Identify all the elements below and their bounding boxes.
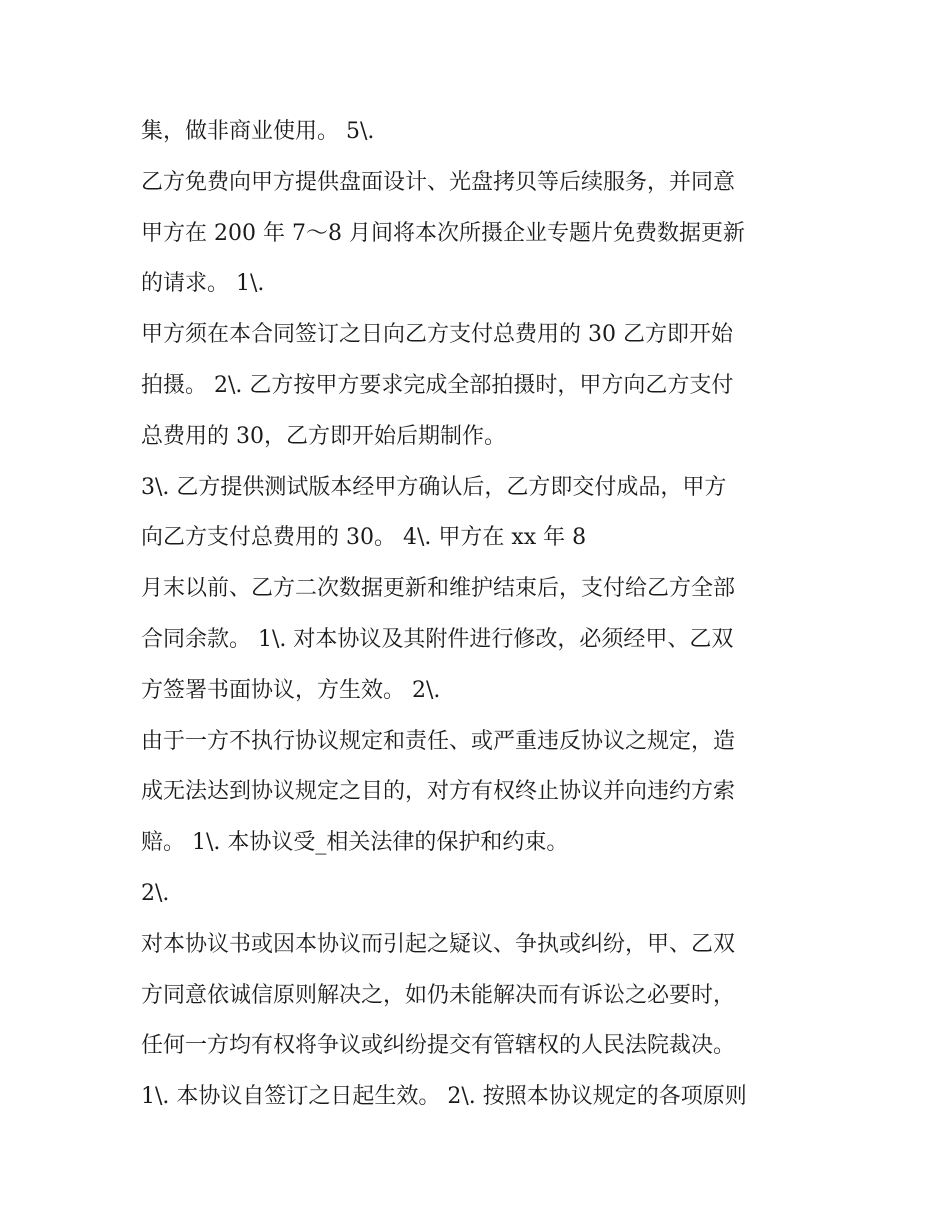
text-line-7: 总费用的 30，乙方即开始后期制作。: [141, 423, 506, 449]
text-line-3: 甲方在 200 年 7～8 月间将本次所摄企业专题片免费数据更新: [141, 220, 745, 246]
text-line-16: 2\.: [141, 880, 170, 906]
document-body: [141, 107, 841, 1123]
text-line-14: 成无法达到协议规定之目的，对方有权终止协议并向违约方索: [141, 779, 736, 805]
text-line-4: 的请求。 1\.: [141, 271, 265, 297]
text-line-13: 由于一方不执行协议规定和责任、或严重违反协议之规定，造: [141, 728, 736, 754]
text-line-5: 甲方须在本合同签订之日向乙方支付总费用的 30 乙方即开始: [141, 322, 733, 348]
text-line-6: 拍摄。 2\. 乙方按甲方要求完成全部拍摄时，甲方向乙方支付: [141, 372, 734, 398]
text-line-20: 1\. 本协议自签订之日起生效。 2\. 按照本协议规定的各项原则: [141, 1084, 747, 1110]
text-line-12: 方签署书面协议，方生效。 2\.: [141, 677, 441, 703]
text-line-8: 3\. 乙方提供测试版本经甲方确认后，乙方即交付成品，甲方: [141, 474, 727, 500]
text-line-15: 赔。 1\. 本协议受_相关法律的保护和约束。: [141, 830, 569, 856]
text-line-9: 向乙方支付总费用的 30。 4\. 甲方在 xx 年 8: [141, 525, 587, 551]
text-line-17: 对本协议书或因本协议而引起之疑议、争执或纠纷，甲、乙双: [141, 931, 736, 957]
text-line-2: 乙方免费向甲方提供盘面设计、光盘拷贝等后续服务，并同意: [141, 169, 736, 195]
text-line-19: 任何一方均有权将争议或纠纷提交有管辖权的人民法院裁决。: [141, 1033, 736, 1059]
text-line-1: 集，做非商业使用。 5\.: [141, 119, 375, 144]
text-line-18: 方同意依诚信原则解决之，如仍未能解决而有诉讼之必要时，: [141, 982, 736, 1008]
text-line-10: 月末以前、乙方二次数据更新和维护结束后，支付给乙方全部: [141, 576, 736, 602]
text-line-11: 合同余款。 1\. 对本协议及其附件进行修改，必须经甲、乙双: [141, 626, 734, 652]
